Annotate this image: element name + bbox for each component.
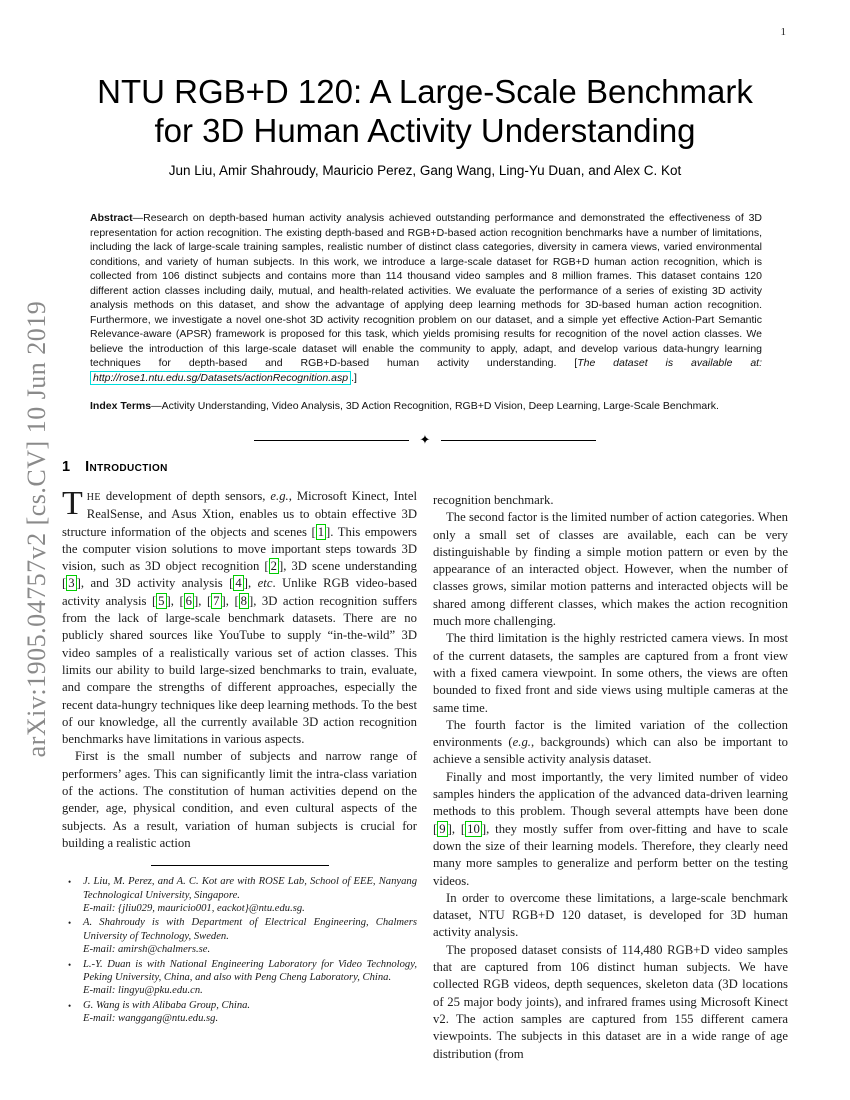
footnote-item [68,916,417,956]
diamond-separator-icon: ✦ [419,433,431,448]
italic-text: e.g. [512,735,531,750]
separator-rule-left [254,440,409,441]
page-number: 1 [780,26,786,38]
abstract-section: Abstract—Research on depth-based human activity analysis achieved outstanding performance and demonstrated the effectiveness of 3D representation for action recognition. The existing depth-based and RGB+D-based action recognition benchmarks have a number of limitations, including the lack of large-scale training samples, realistic number of distinct class categories, diversity in camera views, varied environmental conditions, and variety of human subjects. In this work, we introduce a large-scale dataset for RGB+D human action recognition, which is collected from 106 distinct subjects and contains more than 114 thousand video samples and 8 million frames. This dataset contains 120 different action classes including daily, mutual, and health-related activities. We evaluate the performance of a series of existing 3D activity analysis methods on this dataset, and show the advantage of applying deep learning methods for 3D-based human action recognition. Furthermore, we investigate a novel one-shot 3D activity recognition problem on our dataset, and a simple yet effective Action-Part Semantic Relevance-aware (APSR) framework is proposed for this task, which yields promising results for recognition of the novel action classes. We believe the introduction of this large-scale dataset will enable the community to apply, adapt, and develop various data-hungry learning techniques for depth-based and RGB+D-based human activity understanding. [The dataset is available at: http://rose1.ntu.edu.sg/Datasets/actionRecognition.asp .] [90,212,762,384]
citation-link[interactable]: 9 [439,821,446,836]
italic-text: e.g. [270,489,289,503]
two-column-body [62,458,788,1063]
bullet-icon: • [68,1000,72,1011]
footnote-email: E-mail: amirsh@chalmers.se. [83,944,211,956]
footnote-item [68,875,417,915]
lead-label: Index Terms [90,400,152,412]
authors-line: Jun Liu, Amir Shahroudy, Mauricio Perez, Gang Wang, Ling-Yu Duan, and Alex C. Kot [168,163,682,178]
paragraph: The fourth factor is the limited variation of the collection environments (e.g., backgrounds) which can also be important to achieve a sensible activity analysis dataset. [433,717,788,767]
citation-link[interactable]: 2 [270,559,277,574]
paper-title [0,72,850,150]
citation-link[interactable]: 6 [185,593,193,608]
drop-cap: T [62,485,83,522]
section-number: 1 [62,459,71,475]
section-heading [62,459,417,475]
bullet-icon: • [68,877,72,888]
citation-link[interactable]: 10 [467,821,480,836]
paragraph: The third limitation is the highly restricted camera views. In most of the current datasets, the samples are captured from a front view with a fixed camera viewpoint. In some others, the views are often bounded to fixed front and side views using multiple cameras at the same time. [433,631,788,715]
footnote-email: E-mail: wanggang@ntu.edu.sg. [83,1013,219,1025]
footnote-text [83,875,417,915]
section-separator [0,433,850,448]
footnote-email: E-mail: {jliu029, mauricio001, eackot}@ntu.edu.sg. [83,903,305,915]
footnote-text [83,958,417,998]
footnote-email: E-mail: lingyu@pku.edu.cn. [83,985,203,997]
citation-link[interactable]: 8 [240,593,248,608]
citation-link[interactable]: 5 [158,593,165,608]
left-column [62,458,417,1063]
citation-link[interactable]: 4 [235,576,242,591]
arxiv-stamp: arXiv:1905.04757v2 [cs.CV] 10 Jun 2019 [22,300,51,758]
footnote-rule [151,865,329,866]
paragraph: In order to overcome these limitations, a large-scale benchmark dataset, NTU RGB+D 120 dataset, is developed for 3D human activity analysis. [433,890,788,940]
footnote-affiliation: G. Wang is with Alibaba Group, China. [83,999,251,1011]
separator-rule-right [441,440,596,441]
paragraph: recognition benchmark. [433,493,554,507]
paragraph: THE development of depth sensors, e.g., Microsoft Kinect, Intel RealSense, and Asus Xtion, enables us to obtain effective 3D structure information of the objects and scenes [ 1 ]. This empowers the computer vision solutions to move important steps towards 3D vision, such as 3D object recognition [ 2 ], 3D scene understanding [ 3 ], and 3D activity analysis [ 4 ], etc. Unlike RGB video-based activity analysis [ 5 ], [ 6 ], [ 7 ], [ 8 ], 3D action recognition suffers from the lack of large-scale benchmark datasets. There are no publicly shared sources like YouTube to supply “in-the-wild” 3D video samples of a realistically various set of action classes. This limits our ability to build large-sized benchmarks to train, evaluate, and compare the strengths of different approaches, especially the recent data-hungry techniques like deep learning methods. To the best of our knowledge, all the currently available 3D action recognition benchmarks have limitations in various aspects. [62,485,418,747]
paragraph: First is the small number of subjects and narrow range of performers’ ages. This can significantly limit the intra-class variation of the actions. The constitution of human activities depend on the gender, age, physical condition, and even cultural aspects of the subjects. As a result, variation of human subjects is crucial for building a realistic action [62,749,417,850]
footnotes-list [62,875,417,1025]
footnote-affiliation: A. Shahroudy is with Department of Electrical Engineering, Chalmers University of Technology, Sweden. [83,917,417,942]
footnote-affiliation: L.-Y. Duan is with National Engineering Laboratory for Video Technology, Peking University, China, and also with Peng Cheng Laboratory, China. [83,958,417,984]
paragraph: The second factor is the limited number of action categories. When only a small set of classes are available, each can be very distinguishable by finding a simple motion pattern or even by the appearance of an interacted object. However, when the number of classes grows, similar motion patterns and interacted objects will be shared among different classes, which makes the action recognition much more challenging. [433,510,788,629]
footnote-item [68,999,417,1026]
italic-text: The dataset is available at: [577,357,762,369]
citation-link[interactable]: 1 [317,524,325,539]
footnote-text [83,916,417,956]
footnote-text [83,999,417,1026]
smallcaps-lead: HE [86,492,101,503]
citation-link[interactable]: 3 [68,576,75,591]
right-column [433,458,788,1063]
bullet-icon: • [68,959,72,970]
footnote-item [68,958,417,998]
section-title: Introduction [85,459,168,475]
dataset-url-link[interactable]: http://rose1.ntu.edu.sg/Datasets/actionRecognition.asp [90,371,351,385]
citation-link[interactable]: 7 [213,593,220,608]
italic-text: etc [257,576,273,591]
paper-title-line2: for 3D Human Activity Understanding [154,112,696,149]
paper-title-line1: NTU RGB+D 120: A Large-Scale Benchmark [97,73,753,110]
paragraph: Finally and most importantly, the very limited number of video samples hinders the application of the advanced data-driven learning methods to this problem. Though several attempts have been done [ 9 ], [ 10 ], they mostly suffer from over-fitting and have to scale down the size of their learning models. Therefore, they clearly need many more samples to generalize and perform better on the testing videos. [433,769,789,888]
bullet-icon: • [68,918,72,929]
left-column-text [62,485,418,852]
right-column-text [433,492,788,1063]
index-terms-section: Index Terms—Activity Understanding, Video Analysis, 3D Action Recognition, RGB+D Vision, Deep Learning, Large-Scale Benchmark. [90,400,719,412]
paragraph: The proposed dataset consists of 114,480 RGB+D video samples that are captured from 106 distinct human subjects. We have collected RGB videos, depth sequences, skeleton data (3D locations of 25 major body joints), and infrared frames using Microsoft Kinect v2. The action samples are captured from 155 different camera viewpoints. The subjects in this dataset are in a wide range of age distribution (from [433,942,788,1061]
footnote-affiliation: J. Liu, M. Perez, and A. C. Kot are with ROSE Lab, School of EEE, Nanyang Technological University, Singapore. [83,876,417,901]
lead-label: Abstract [90,212,133,224]
